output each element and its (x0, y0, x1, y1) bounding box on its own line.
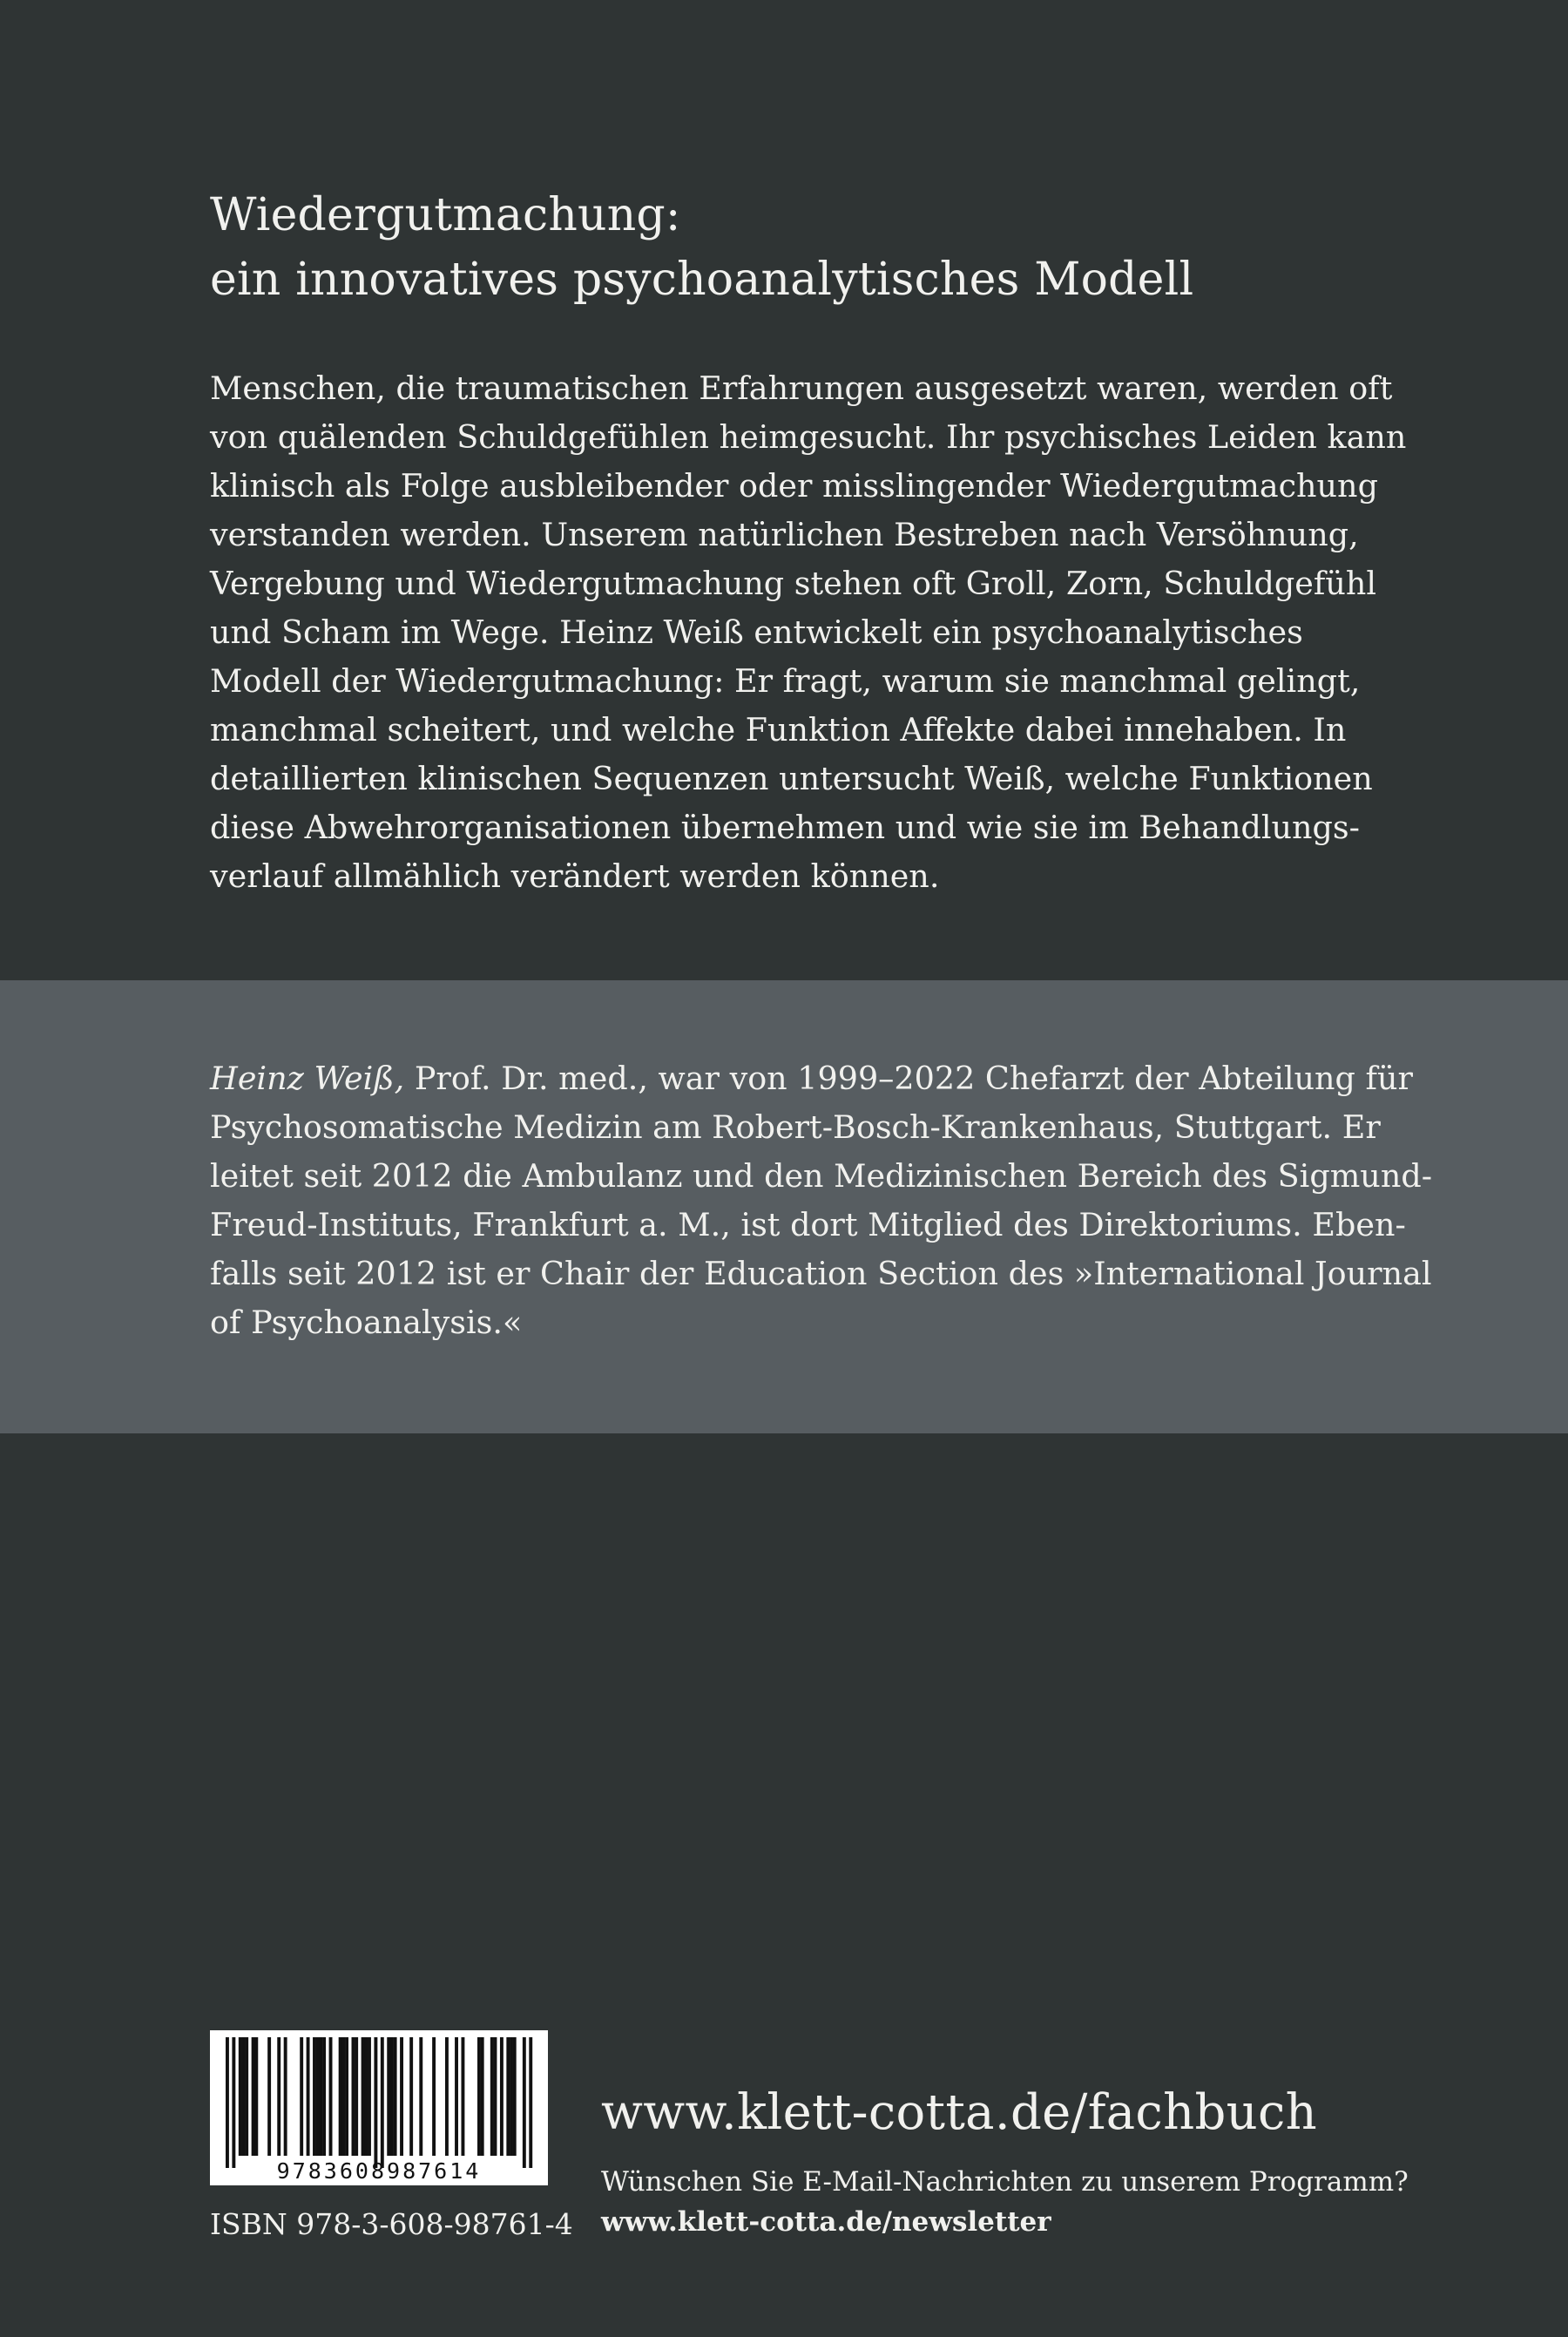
description-line: manchmal scheitert, und welche Funktion Affekte dabei innehaben. In (210, 711, 1347, 749)
barcode-bar (513, 2037, 517, 2156)
barcode-bar (226, 2037, 229, 2168)
barcode-bar (300, 2037, 303, 2156)
barcode-bar (329, 2037, 333, 2156)
author-bio-first-line: Prof. Dr. med., war von 1999–2022 Chefarzt der Abteilung für (404, 1060, 1413, 1097)
barcode-bar (477, 2037, 481, 2156)
publisher-website-link[interactable]: www.klett-cotta.de/fachbuch (601, 2084, 1317, 2141)
barcode-bar (267, 2037, 271, 2156)
heading-line-1: Wiedergutmachung: (210, 189, 681, 241)
barcode-bar (319, 2037, 322, 2156)
barcode-bar (490, 2037, 494, 2156)
barcode-bar (242, 2037, 246, 2156)
description-line: und Scham im Wege. Heinz Weiß entwickelt ein psychoanalytisches (210, 613, 1303, 651)
barcode-bar (352, 2037, 355, 2156)
barcode-bar (529, 2037, 532, 2168)
isbn-number: ISBN 978-3-608-98761-4 (210, 2207, 573, 2241)
barcode-bar (362, 2037, 365, 2156)
author-bio-line: Freud-Instituts, Frankfurt a. M., ist dort Mitglied des Direktoriums. Eben- (210, 1206, 1406, 1243)
barcode-bar (322, 2037, 326, 2156)
barcode-bar (284, 2037, 287, 2156)
description-line: verstanden werden. Unserem natürlichen Bestreben nach Versöhnung, (210, 516, 1359, 553)
barcode-bar (364, 2037, 368, 2156)
description-line: verlauf allmählich verändert werden können. (210, 857, 940, 895)
barcode-bar (500, 2037, 504, 2156)
barcode-bar (245, 2037, 248, 2156)
author-bio-line: leitet seit 2012 die Ambulanz und den Medizinischen Bereich des Sigmund- (210, 1157, 1433, 1195)
barcode-bar (390, 2037, 394, 2156)
book-description (210, 364, 1447, 901)
description-line: Modell der Wiedergutmachung: Er fragt, warum sie manchmal gelingt, (210, 662, 1361, 700)
barcode-bar (374, 2037, 377, 2168)
barcode-bar (307, 2037, 310, 2156)
author-bio-line: falls seit 2012 ist er Chair der Education Section des »International Journal (210, 1255, 1432, 1292)
barcode-bar (339, 2037, 342, 2156)
barcode-bar (494, 2037, 497, 2156)
barcode-bar (341, 2037, 345, 2156)
barcode-bar (368, 2037, 371, 2156)
description-line: klinisch als Folge ausbleibender oder misslingender Wiedergutmachung (210, 467, 1378, 505)
author-bio-line: Psychosomatische Medizin am Robert-Bosch-Krankenhaus, Stuttgart. Er (210, 1108, 1381, 1146)
newsletter-question: Wünschen Sie E-Mail-Nachrichten zu unserem Programm? (601, 2166, 1409, 2198)
barcode-bar (277, 2037, 280, 2156)
barcode-bar (400, 2037, 403, 2156)
barcode-graphic (210, 2030, 548, 2185)
barcode-bar (387, 2037, 390, 2156)
barcode-bar (252, 2037, 255, 2156)
description-line: Vergebung und Wiedergutmachung stehen oft Groll, Zorn, Schuldgefühl (210, 565, 1377, 602)
barcode-bar (510, 2037, 513, 2156)
barcode-bar (523, 2037, 526, 2168)
barcode-bar (506, 2037, 510, 2156)
description-line: Menschen, die traumatischen Erfahrungen ausgesetzt waren, werden oft (210, 369, 1393, 407)
author-bio-line: of Psychoanalysis.« (210, 1304, 523, 1341)
description-line: von quälenden Schuldgefühlen heimgesucht. Ihr psychisches Leiden kann (210, 418, 1407, 456)
barcode-bar (394, 2037, 397, 2156)
description-line: diese Abwehrorganisationen übernehmen und wie sie im Behandlungs- (210, 809, 1360, 846)
barcode-bar (232, 2037, 235, 2168)
author-bio (210, 1054, 1447, 1347)
author-name: Heinz Weiß, (210, 1060, 405, 1097)
isbn-barcode (210, 2030, 548, 2185)
book-title-heading (210, 183, 1429, 312)
barcode-bar (316, 2037, 320, 2156)
barcode-bar (461, 2037, 464, 2156)
newsletter-link[interactable]: www.klett-cotta.de/newsletter (601, 2206, 1051, 2238)
barcode-bar (409, 2037, 413, 2156)
barcode-bar (455, 2037, 458, 2156)
description-line: detaillierten klinischen Sequenzen untersucht Weiß, welche Funktionen (210, 760, 1373, 797)
heading-line-2: ein innovatives psychoanalytisches Modell (210, 254, 1194, 306)
author-bio-line (210, 1054, 1447, 1103)
barcode-bar (239, 2037, 242, 2156)
barcode-bar (355, 2037, 358, 2156)
barcode-bar (481, 2037, 484, 2156)
barcode-bar (345, 2037, 348, 2156)
barcode-bar (419, 2037, 422, 2156)
barcode-bar (445, 2037, 449, 2156)
barcode-bar (313, 2037, 316, 2156)
barcode-bar (254, 2037, 258, 2156)
barcode-bar (381, 2037, 384, 2168)
barcode-bar (432, 2037, 436, 2156)
barcode-digits: 9783608987614 (276, 2158, 482, 2184)
